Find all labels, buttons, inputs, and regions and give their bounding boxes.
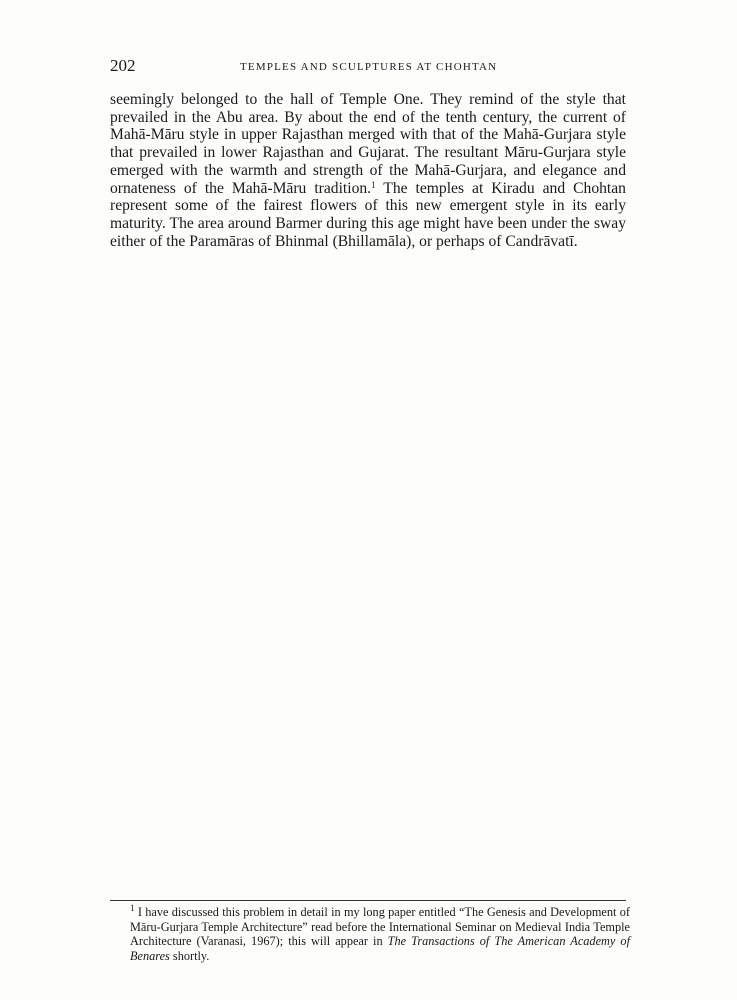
body-text-part1: seemingly belonged to the hall of Temple One. They remind of the style that prevailed in the Abu area. By about the end of the tenth century, the current of Mahā-Māru style in upper Rajasthan merged with that of the Mahā-Gurjara style that prevailed in lower Rajasthan and Gujarat. The resultant Māru-Gurjara style emerged with the warmth and strength of the Mahā-Gurjara, and elegance and ornateness of the Mahā-Māru tradition.: [110, 91, 626, 197]
page-header: [110, 54, 626, 80]
footnote: [130, 905, 630, 963]
body-paragraph: [110, 91, 626, 250]
footnote-text-part2: shortly.: [169, 948, 210, 963]
running-head: TEMPLES AND SCULPTURES AT CHOHTAN: [240, 61, 498, 73]
page-number: 202: [110, 56, 136, 75]
footnote-reference[interactable]: 1: [371, 179, 376, 190]
footnote-divider: [110, 900, 626, 901]
footnote-italic-title: The Transactions of The American Academy of Benares: [130, 934, 630, 963]
body-text-part2: The temples at Kiradu and Chohtan represent some of the fairest flowers of this new emergent style in its early maturity. The area around Barmer during this age might have been under the sway either of the Paramāras of Bhinmal (Bhillamāla), or perhaps of Candrāvatī.: [110, 179, 626, 250]
footnote-text-part1: I have discussed this problem in detail in my long paper entitled “The Genesis and Development of Māru-Gurjara Temple Architecture” read before the International Seminar on Medieval India Temple Architecture (Varanasi, 1967); this will appear in: [130, 905, 630, 949]
footnote-marker: 1: [130, 903, 135, 913]
